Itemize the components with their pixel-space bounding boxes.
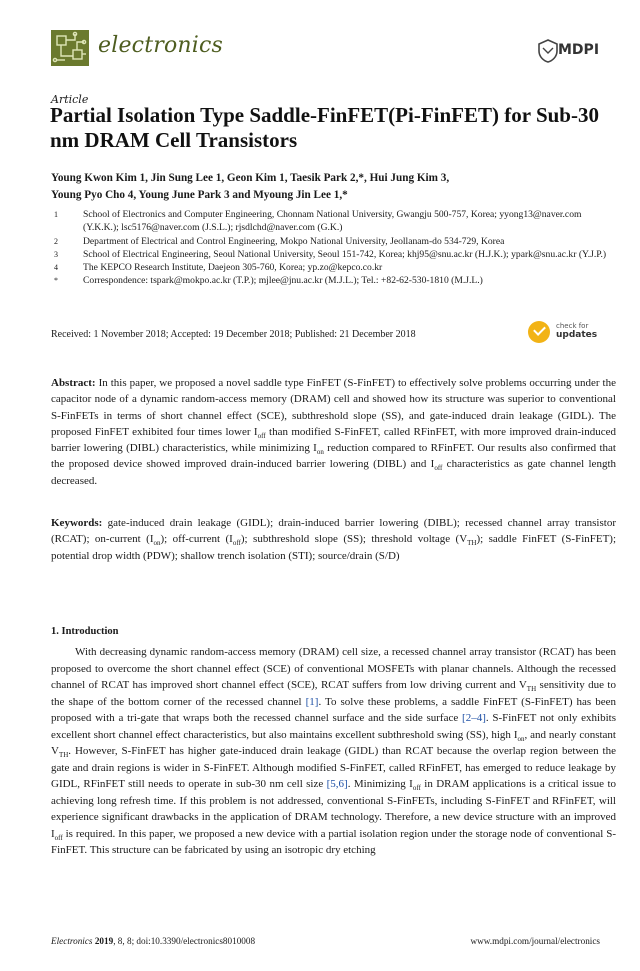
mdpi-shield-icon xyxy=(538,39,558,63)
affiliation-item: 1 School of Electronics and Computer Engineering, Chonnam National University, Gwangju 500-757, Korea; yyong13@naver.com (Y.K.K.); lsc5176@naver.com (J.S.L.); rjsdlchd@naver.com (G.K.) xyxy=(54,209,582,234)
authors-line-2: Young Pyo Cho 4, Young June Park 3 and Myoung Jin Lee 1,* xyxy=(51,189,348,201)
keywords-label: Keywords: xyxy=(51,517,103,529)
footer-url-link[interactable]: www.mdpi.com/journal/electronics xyxy=(470,936,600,946)
correspondence-item: * Correspondence: tspark@mokpo.ac.kr (T.P.); mjlee@jnu.ac.kr (M.J.L.); Tel.: +82-62-530-1810 (M.J.L.) xyxy=(54,275,483,287)
authors-line-1: Young Kwon Kim 1, Jin Sung Lee 1, Geon Kim 1, Taesik Park 2,*, Hui Jung Kim 3, xyxy=(51,172,450,184)
check-icon xyxy=(528,321,550,343)
check-for-updates-button[interactable]: check for updates xyxy=(528,321,594,345)
paragraph: With decreasing dynamic random-access memory (DRAM) cell size, a recessed channel array transistor (RCAT) has been proposed to overcome the short channel effect (SCE) of conventional MOSFETs with planar channels. Although the recessed channel of RCAT has improved short channel effect (SCE), RCAT suffers from low driving current and $V_{TH}$ sensitivity due to the shape of the bottom corner of the recessed channel [1]. To solve these problems, a saddle FinFET (S-FinFET) has been proposed with a tri-gate that wraps both the recessed channel surface and the side surface [2–4]. S-FinFET not only exhibits excellent short channel effect characteristics, but also maintains excellent subthreshold swing (SS), high $I_{on}$, and nearly constant $V_{TH}$. However, S-FinFET has higher gate-induced drain leakage (GIDL) than RCAT because the overlap region between the gate and drain regions is wider in S-FinFET. Although modified S-FinFET, called RFinFET, has emerged to reduce leakage by GIDL, RFinFET still needs to operate in sub-30 nm cell size [5,6]. Minimizing $I_{off}$ in DRAM applications is a critical issue to achieving long refresh time. If this problem is not addressed, conventional S-FinFETs, including S-FinFET and RFinFET, will experience significant drawbacks in the application of DRAM technology. Therefore, a new device structure with an improved $I_{off}$ is required. In this paper, we proposed a new device with a partial isolation region under the storage node of conventional S-FinFET. This structure can be fabricated by using an isotropic dry etching xyxy=(51,646,617,856)
introduction-body xyxy=(51,644,616,859)
abstract: Abstract: In this paper, we proposed a novel saddle type FinFET (S-FinFET) to effectively solve problems occurring under the capacitor node of a dynamic random-access memory (DRAM) cell and showed how its structure was superior to conventional S-FinFETs in terms of short channel effect (SCE), subthreshold slope (SS), and gate-induced drain leakage (GIDL). The proposed FinFET exhibited four times lower $I_{off}$ than modified S-FinFET, called RFinFET, with more improved drain-induced barrier lowering (DIBL) characteristics, while minimizing $I_{on}$ reduction compared to RFinFET. Our results also confirmed that the proposed device showed improved drain-induced barrier lowering (DIBL) and $I_{off}$ characteristics as gate channel length decreased. xyxy=(51,377,616,487)
citation-link[interactable]: [2–4] xyxy=(462,712,486,724)
footer-citation: Electronics 2019, 8, 8; doi:10.3390/electronics8010008 xyxy=(51,936,256,946)
citation-link[interactable]: [5,6] xyxy=(326,778,348,790)
abstract-label: Abstract: xyxy=(51,377,96,389)
publisher-name: MDPI xyxy=(558,42,600,58)
affiliation-item: 3 School of Electrical Engineering, Seoul National University, Seoul 151-742, Korea; khj95@snu.ac.kr (H.J.K.); ypark@snu.ac.kr (Y.J.P.) xyxy=(54,248,607,260)
article-type: Article xyxy=(51,93,89,106)
author-list xyxy=(51,170,611,204)
journal-name: electronics xyxy=(98,33,224,58)
keywords: Keywords: gate-induced drain leakage (GIDL); drain-induced barrier lowering (DIBL); recessed channel array transistor (RCAT); on-current $(I_{on})$; off-current $(I_{off})$; subthreshold slope (SS); threshold voltage $(V_{TH})$; saddle FinFET (S-FinFET); potential drop width (PDW); shallow trench isolation (STI); source/drain (S/D) xyxy=(51,517,617,562)
citation-link[interactable]: [1] xyxy=(305,695,319,708)
article-title: Partial Isolation Type Saddle-FinFET(Pi-FinFET) for Sub-30 nm DRAM Cell Transistors xyxy=(50,103,599,152)
affiliations xyxy=(51,208,616,288)
section-heading: 1. Introduction xyxy=(51,626,119,637)
affiliation-item: 2 Department of Electrical and Control Engineering, Mokpo National University, Jeollanam-do 534-729, Korea xyxy=(54,235,505,247)
journal-logo-icon xyxy=(51,30,89,66)
affiliation-item: 4 The KEPCO Research Institute, Daejeon 305-760, Korea; yp.zo@kepco.co.kr xyxy=(54,262,383,274)
mdpi-logo xyxy=(538,38,600,64)
publication-dates: Received: 1 November 2018; Accepted: 19 December 2018; Published: 21 December 2018 xyxy=(51,329,416,340)
